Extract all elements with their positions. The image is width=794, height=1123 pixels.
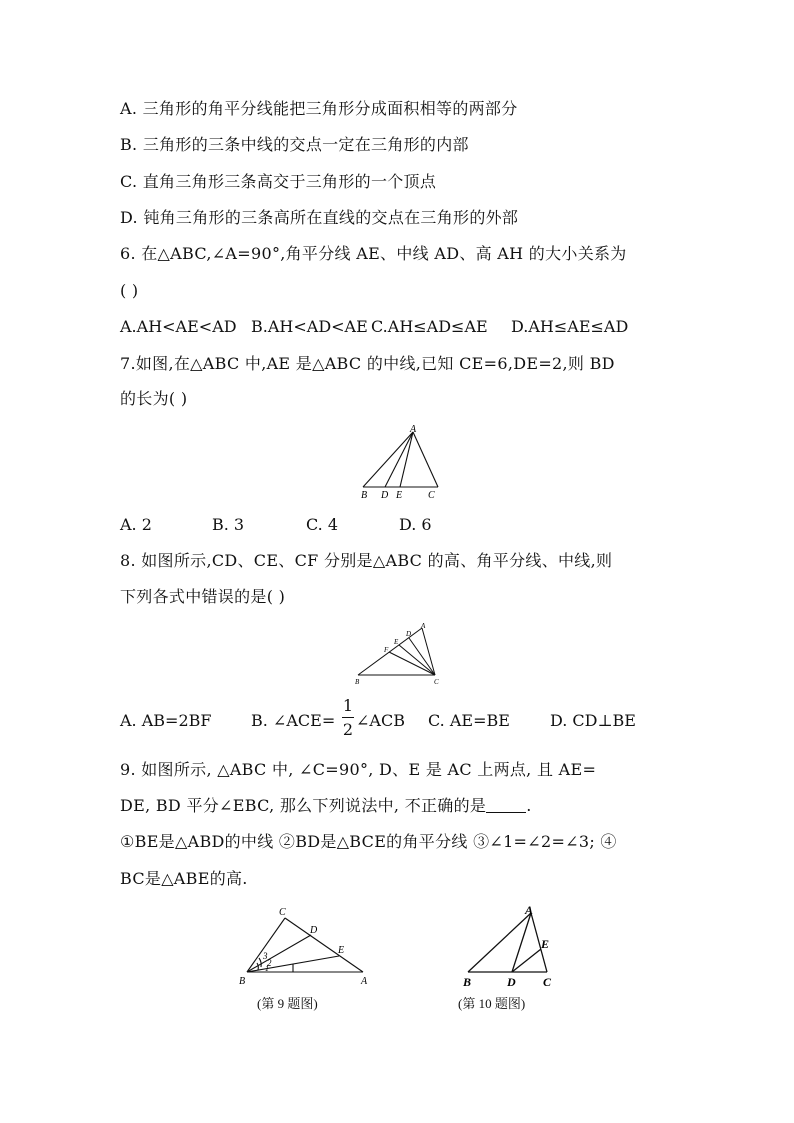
q7-option-c: C. 4 <box>306 515 339 534</box>
q7-label-e: E <box>396 490 403 501</box>
q7-label-c: C <box>428 490 435 501</box>
q8-stem-cont: 下列各式中错误的是( ) <box>120 587 286 606</box>
q8-label-b: B <box>355 678 360 686</box>
q9-label-e: E <box>338 945 345 956</box>
q9-label-b: B <box>239 976 246 987</box>
q5-option-c: C. 直角三角形三条高交于三角形的一个顶点 <box>120 172 437 191</box>
q9-stem-cont-text: DE, BD 平分∠EBC, 那么下列说法中, 不正确的是 <box>120 796 487 815</box>
q6-stem: 6. 在△ABC,∠A=90°,角平分线 AE、中线 AD、高 AH 的大小关系为 <box>120 244 627 263</box>
q5-option-b: B. 三角形的三条中线的交点一定在三角形的内部 <box>120 135 469 154</box>
q8-triangle-lines <box>358 628 435 675</box>
q7-option-d: D. 6 <box>399 515 432 534</box>
q8-option-b-denominator: 2 <box>342 720 354 739</box>
q5-option-d: D. 钝角三角形的三条高所在直线的交点在三角形的外部 <box>120 208 519 227</box>
q7-stem: 7.如图,在△ABC 中,AE 是△ABC 的中线,已知 CE=6,DE=2,则 BD <box>120 354 615 373</box>
q8-option-b-fraction-bar <box>342 717 354 718</box>
q8-label-e: E <box>394 638 399 646</box>
q7-option-b: B. 3 <box>212 515 245 534</box>
q7-label-d: D <box>381 490 389 501</box>
q6-option-b: B.AH<AD<AE <box>251 317 368 336</box>
q9-answer-blank <box>486 796 526 813</box>
q9-label-c: C <box>279 907 286 918</box>
q9-stem-cont <box>120 796 532 816</box>
q10-label-c: C <box>543 975 552 989</box>
q9-statements: ①BE是△ABD的中线 ②BD是△BCE的角平分线 ③∠1=∠2=∠3; ④ <box>120 832 617 851</box>
q6-answer-blank: ( ) <box>120 281 139 300</box>
q8-label-c: C <box>434 678 439 686</box>
q8-option-a: A. AB=2BF <box>120 711 212 730</box>
q9-angle-2: 2 <box>267 958 272 968</box>
q7-triangle-lines <box>363 432 438 487</box>
q8-option-c: C. AE=BE <box>428 711 510 730</box>
q10-figure <box>455 900 565 995</box>
q8-label-a: A <box>421 622 426 630</box>
q10-label-e: E <box>541 937 550 951</box>
q8-option-d: D. CD⊥BE <box>550 711 636 730</box>
q6-option-a: A.AH<AE<AD <box>120 317 237 336</box>
q8-option-b-suffix: ∠ACB <box>356 711 405 730</box>
q9-angle-1: 1 <box>265 964 269 973</box>
q7-label-a: A <box>410 424 417 435</box>
q10-label-a: A <box>525 903 534 917</box>
q9-angle-3: 3 <box>263 951 268 961</box>
q8-option-b-numerator: 1 <box>342 696 354 715</box>
q10-triangle-lines <box>468 913 550 972</box>
q8-figure <box>350 618 450 688</box>
q7-label-b: B <box>361 490 368 501</box>
q9-statements-cont: BC是△ABE的高. <box>120 869 248 888</box>
q8-label-d: D <box>406 630 412 638</box>
q7-stem-cont: 的长为( ) <box>120 389 188 408</box>
q8-option-b-prefix: B. ∠ACE= <box>251 711 336 730</box>
q5-option-a: A. 三角形的角平分线能把三角形分成面积相等的两部分 <box>120 99 518 118</box>
q9-label-a: A <box>361 976 368 987</box>
q9-label-d: D <box>310 925 318 936</box>
q6-option-d: D.AH≤AE≤AD <box>511 317 629 336</box>
q7-option-a: A. 2 <box>120 515 152 534</box>
q7-figure <box>355 420 455 505</box>
q10-label-b: B <box>463 975 472 989</box>
q10-figure-caption: (第 10 题图) <box>458 996 526 1011</box>
q9-stem: 9. 如图所示, △ABC 中, ∠C=90°, D、E 是 AC 上两点, 且 AE= <box>120 760 597 779</box>
q10-label-d: D <box>507 975 516 989</box>
q9-stem-period: . <box>526 796 532 815</box>
q6-option-c: C.AH≤AD≤AE <box>371 317 488 336</box>
q8-label-f: F <box>384 646 389 654</box>
q9-figure-caption: (第 9 题图) <box>257 996 318 1011</box>
q8-stem: 8. 如图所示,CD、CE、CF 分别是△ABC 的高、角平分线、中线,则 <box>120 551 613 570</box>
q9-figure <box>235 902 375 992</box>
